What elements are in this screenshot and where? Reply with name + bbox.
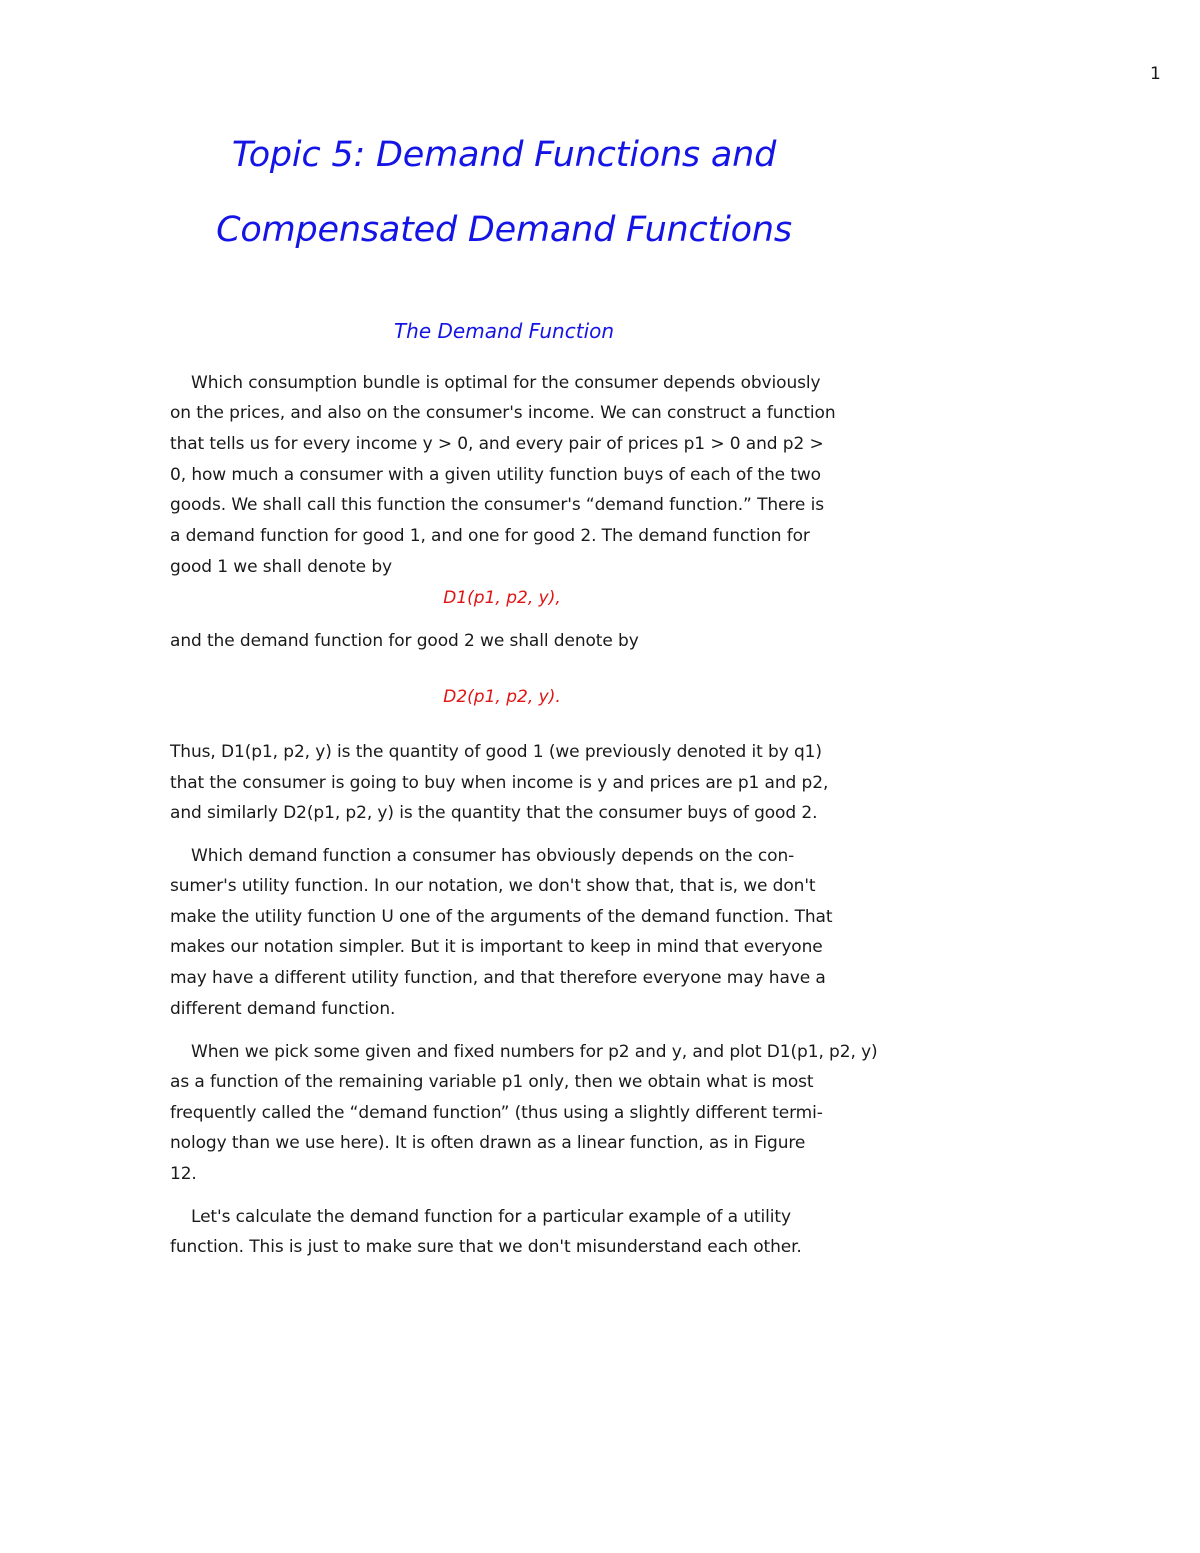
- text-line: different demand function.: [170, 999, 396, 1019]
- text-line: good 1 we shall denote by: [170, 557, 392, 577]
- text-line: makes our notation simpler. But it is important to keep in mind that everyone: [170, 937, 823, 957]
- document-title-line-2: Compensated Demand Functions: [216, 210, 792, 250]
- text-line: as a function of the remaining variable p1 only, then we obtain what is most: [170, 1072, 814, 1092]
- text-line: may have a different utility function, and that therefore everyone may have a: [170, 968, 826, 988]
- text-line: 12.: [170, 1164, 197, 1184]
- text-line: Thus, D1(p1, p2, y) is the quantity of good 1 (we previously denoted it by q1): [170, 742, 822, 762]
- text-line: 0, how much a consumer with a given utility function buys of each of the two: [170, 465, 821, 485]
- text-line: Let's calculate the demand function for a particular example of a utility: [191, 1207, 791, 1227]
- text-line: sumer's utility function. In our notation, we don't show that, that is, we don't: [170, 876, 816, 896]
- section-heading: The Demand Function: [393, 319, 615, 343]
- document-title-line-1: Topic 5: Demand Functions and: [231, 135, 777, 175]
- text-line: Which demand function a consumer has obviously depends on the con-: [191, 846, 795, 866]
- text-line: nology than we use here). It is often drawn as a linear function, as in Figure: [170, 1133, 806, 1153]
- text-line: make the utility function U one of the arguments of the demand function. That: [170, 907, 833, 927]
- text-line: and the demand function for good 2 we shall denote by: [170, 631, 639, 651]
- text-line: When we pick some given and fixed numbers for p2 and y, and plot D1(p1, p2, y): [191, 1042, 878, 1062]
- text-line: goods. We shall call this function the consumer's “demand function.” There is: [170, 495, 824, 515]
- text-line: that tells us for every income y > 0, and every pair of prices p1 > 0 and p2 >: [170, 434, 824, 454]
- equation-demand-good-1: D1(p1, p2, y),: [443, 588, 561, 608]
- page-number: 1: [1150, 64, 1161, 84]
- text-line: function. This is just to make sure that we don't misunderstand each other.: [170, 1237, 802, 1257]
- text-line: Which consumption bundle is optimal for the consumer depends obviously: [191, 373, 821, 393]
- text-line: on the prices, and also on the consumer's income. We can construct a function: [170, 403, 836, 423]
- text-line: frequently called the “demand function” (thus using a slightly different termi-: [170, 1103, 823, 1123]
- text-line: and similarly D2(p1, p2, y) is the quantity that the consumer buys of good 2.: [170, 803, 818, 823]
- text-line: that the consumer is going to buy when income is y and prices are p1 and p2,: [170, 773, 829, 793]
- text-line: a demand function for good 1, and one for good 2. The demand function for: [170, 526, 810, 546]
- equation-demand-good-2: D2(p1, p2, y).: [443, 687, 561, 707]
